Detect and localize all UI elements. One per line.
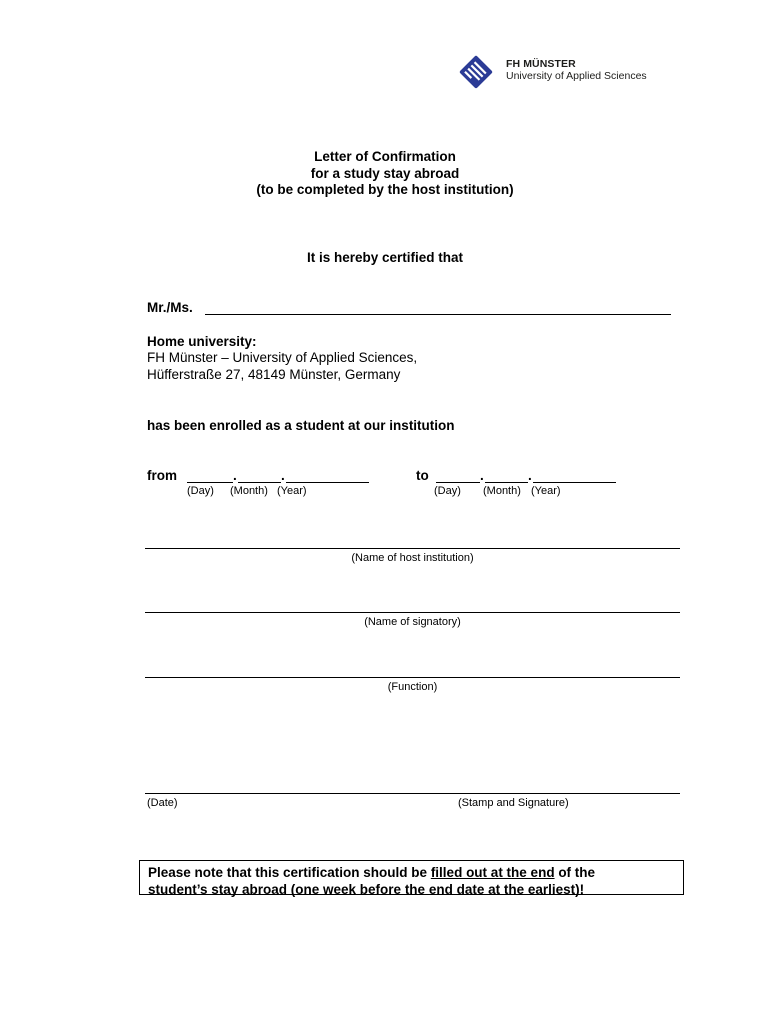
to-year-hint: (Year) <box>531 485 561 497</box>
home-university-name: FH Münster – University of Applied Sciences, <box>147 350 418 365</box>
date-signature-field[interactable] <box>145 793 680 794</box>
signatory-caption: (Name of signatory) <box>364 616 461 628</box>
from-month-field[interactable] <box>238 482 281 483</box>
certify-heading: It is hereby certified that <box>306 250 464 265</box>
document-instruction: (to be completed by the host institution) <box>256 182 514 197</box>
to-separator: . <box>528 468 532 483</box>
document-subtitle: for a study stay abroad <box>310 166 460 181</box>
function-caption: (Function) <box>387 681 438 693</box>
to-day-hint: (Day) <box>434 485 461 497</box>
from-separator: . <box>233 468 237 483</box>
home-university-address: Hüfferstraße 27, 48149 Münster, Germany <box>147 367 401 382</box>
note-text-part2: of the <box>554 865 596 880</box>
from-year-field[interactable] <box>286 482 369 483</box>
from-label: from <box>147 468 177 483</box>
to-month-hint: (Month) <box>483 485 521 497</box>
host-institution-caption: (Name of host institution) <box>351 552 474 564</box>
fh-muenster-logo-icon <box>458 54 494 90</box>
date-caption: (Date) <box>147 797 178 809</box>
from-month-hint: (Month) <box>230 485 268 497</box>
to-separator: . <box>480 468 484 483</box>
to-label: to <box>416 468 429 483</box>
signatory-field[interactable] <box>145 612 680 613</box>
from-separator: . <box>281 468 285 483</box>
logo-subtitle: University of Applied Sciences <box>506 70 647 82</box>
note-text-line2: student’s stay abroad (one week before the end date at the earliest)! <box>148 882 585 897</box>
student-name-label: Mr./Ms. <box>147 300 193 315</box>
note-text-part1: Please note that this certification should be <box>148 865 431 880</box>
from-year-hint: (Year) <box>277 485 307 497</box>
document-title: Letter of Confirmation <box>314 149 456 164</box>
student-name-field[interactable] <box>205 314 671 315</box>
home-university-label: Home university: <box>147 334 257 349</box>
note-text-underlined: filled out at the end <box>430 865 555 880</box>
from-day-field[interactable] <box>187 482 233 483</box>
to-day-field[interactable] <box>436 482 480 483</box>
host-institution-field[interactable] <box>145 548 680 549</box>
to-month-field[interactable] <box>485 482 528 483</box>
stamp-signature-caption: (Stamp and Signature) <box>458 797 569 809</box>
to-year-field[interactable] <box>533 482 616 483</box>
completion-note-box <box>139 860 684 895</box>
from-day-hint: (Day) <box>187 485 214 497</box>
function-field[interactable] <box>145 677 680 678</box>
logo-name: FH MÜNSTER <box>506 58 576 70</box>
enrolled-statement: has been enrolled as a student at our institution <box>147 418 455 433</box>
